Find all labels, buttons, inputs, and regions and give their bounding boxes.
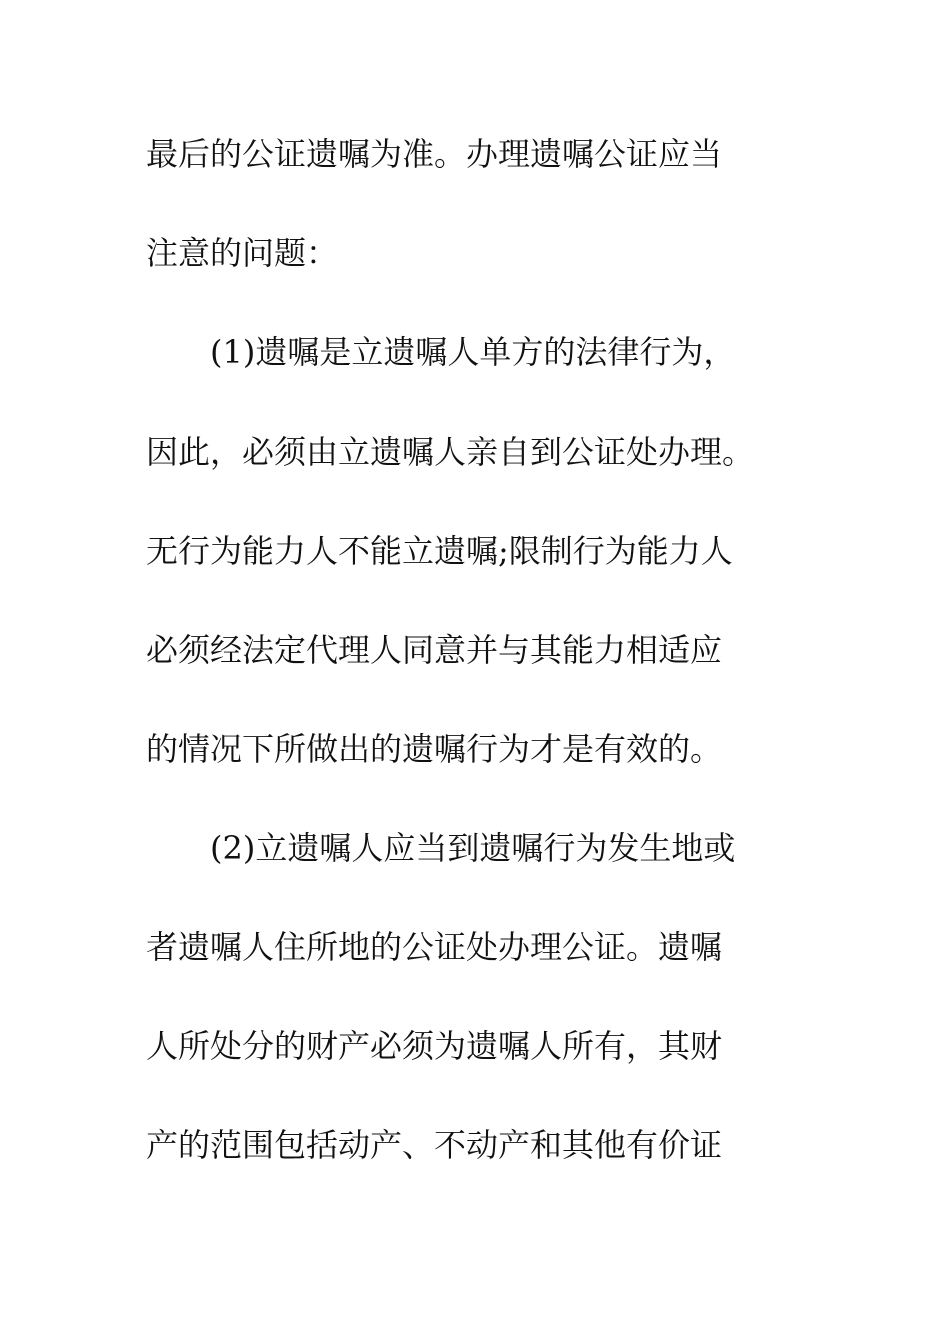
text-line: (1)遗嘱是立遗嘱人单方的法律行为， xyxy=(146,333,736,371)
text-line: 人所处分的财产必须为遗嘱人所有，其财 xyxy=(146,1027,723,1065)
text-line: 产的范围包括动产、不动产和其他有价证 xyxy=(146,1126,723,1164)
text-line: 者遗嘱人住所地的公证处办理公证。遗嘱 xyxy=(146,928,723,966)
text-line: (2)立遗嘱人应当到遗嘱行为发生地或 xyxy=(146,829,736,867)
text-line: 最后的公证遗嘱为准。办理遗嘱公证应当 xyxy=(146,135,723,173)
text-line: 无行为能力人不能立遗嘱;限制行为能力人 xyxy=(146,532,733,570)
text-line: 的情况下所做出的遗嘱行为才是有效的。 xyxy=(146,730,723,768)
text-line: 因此，必须由立遗嘱人亲自到公证处办理。 xyxy=(146,433,755,471)
text-line: 注意的问题： xyxy=(146,234,339,272)
text-line: 必须经法定代理人同意并与其能力相适应 xyxy=(146,631,723,669)
